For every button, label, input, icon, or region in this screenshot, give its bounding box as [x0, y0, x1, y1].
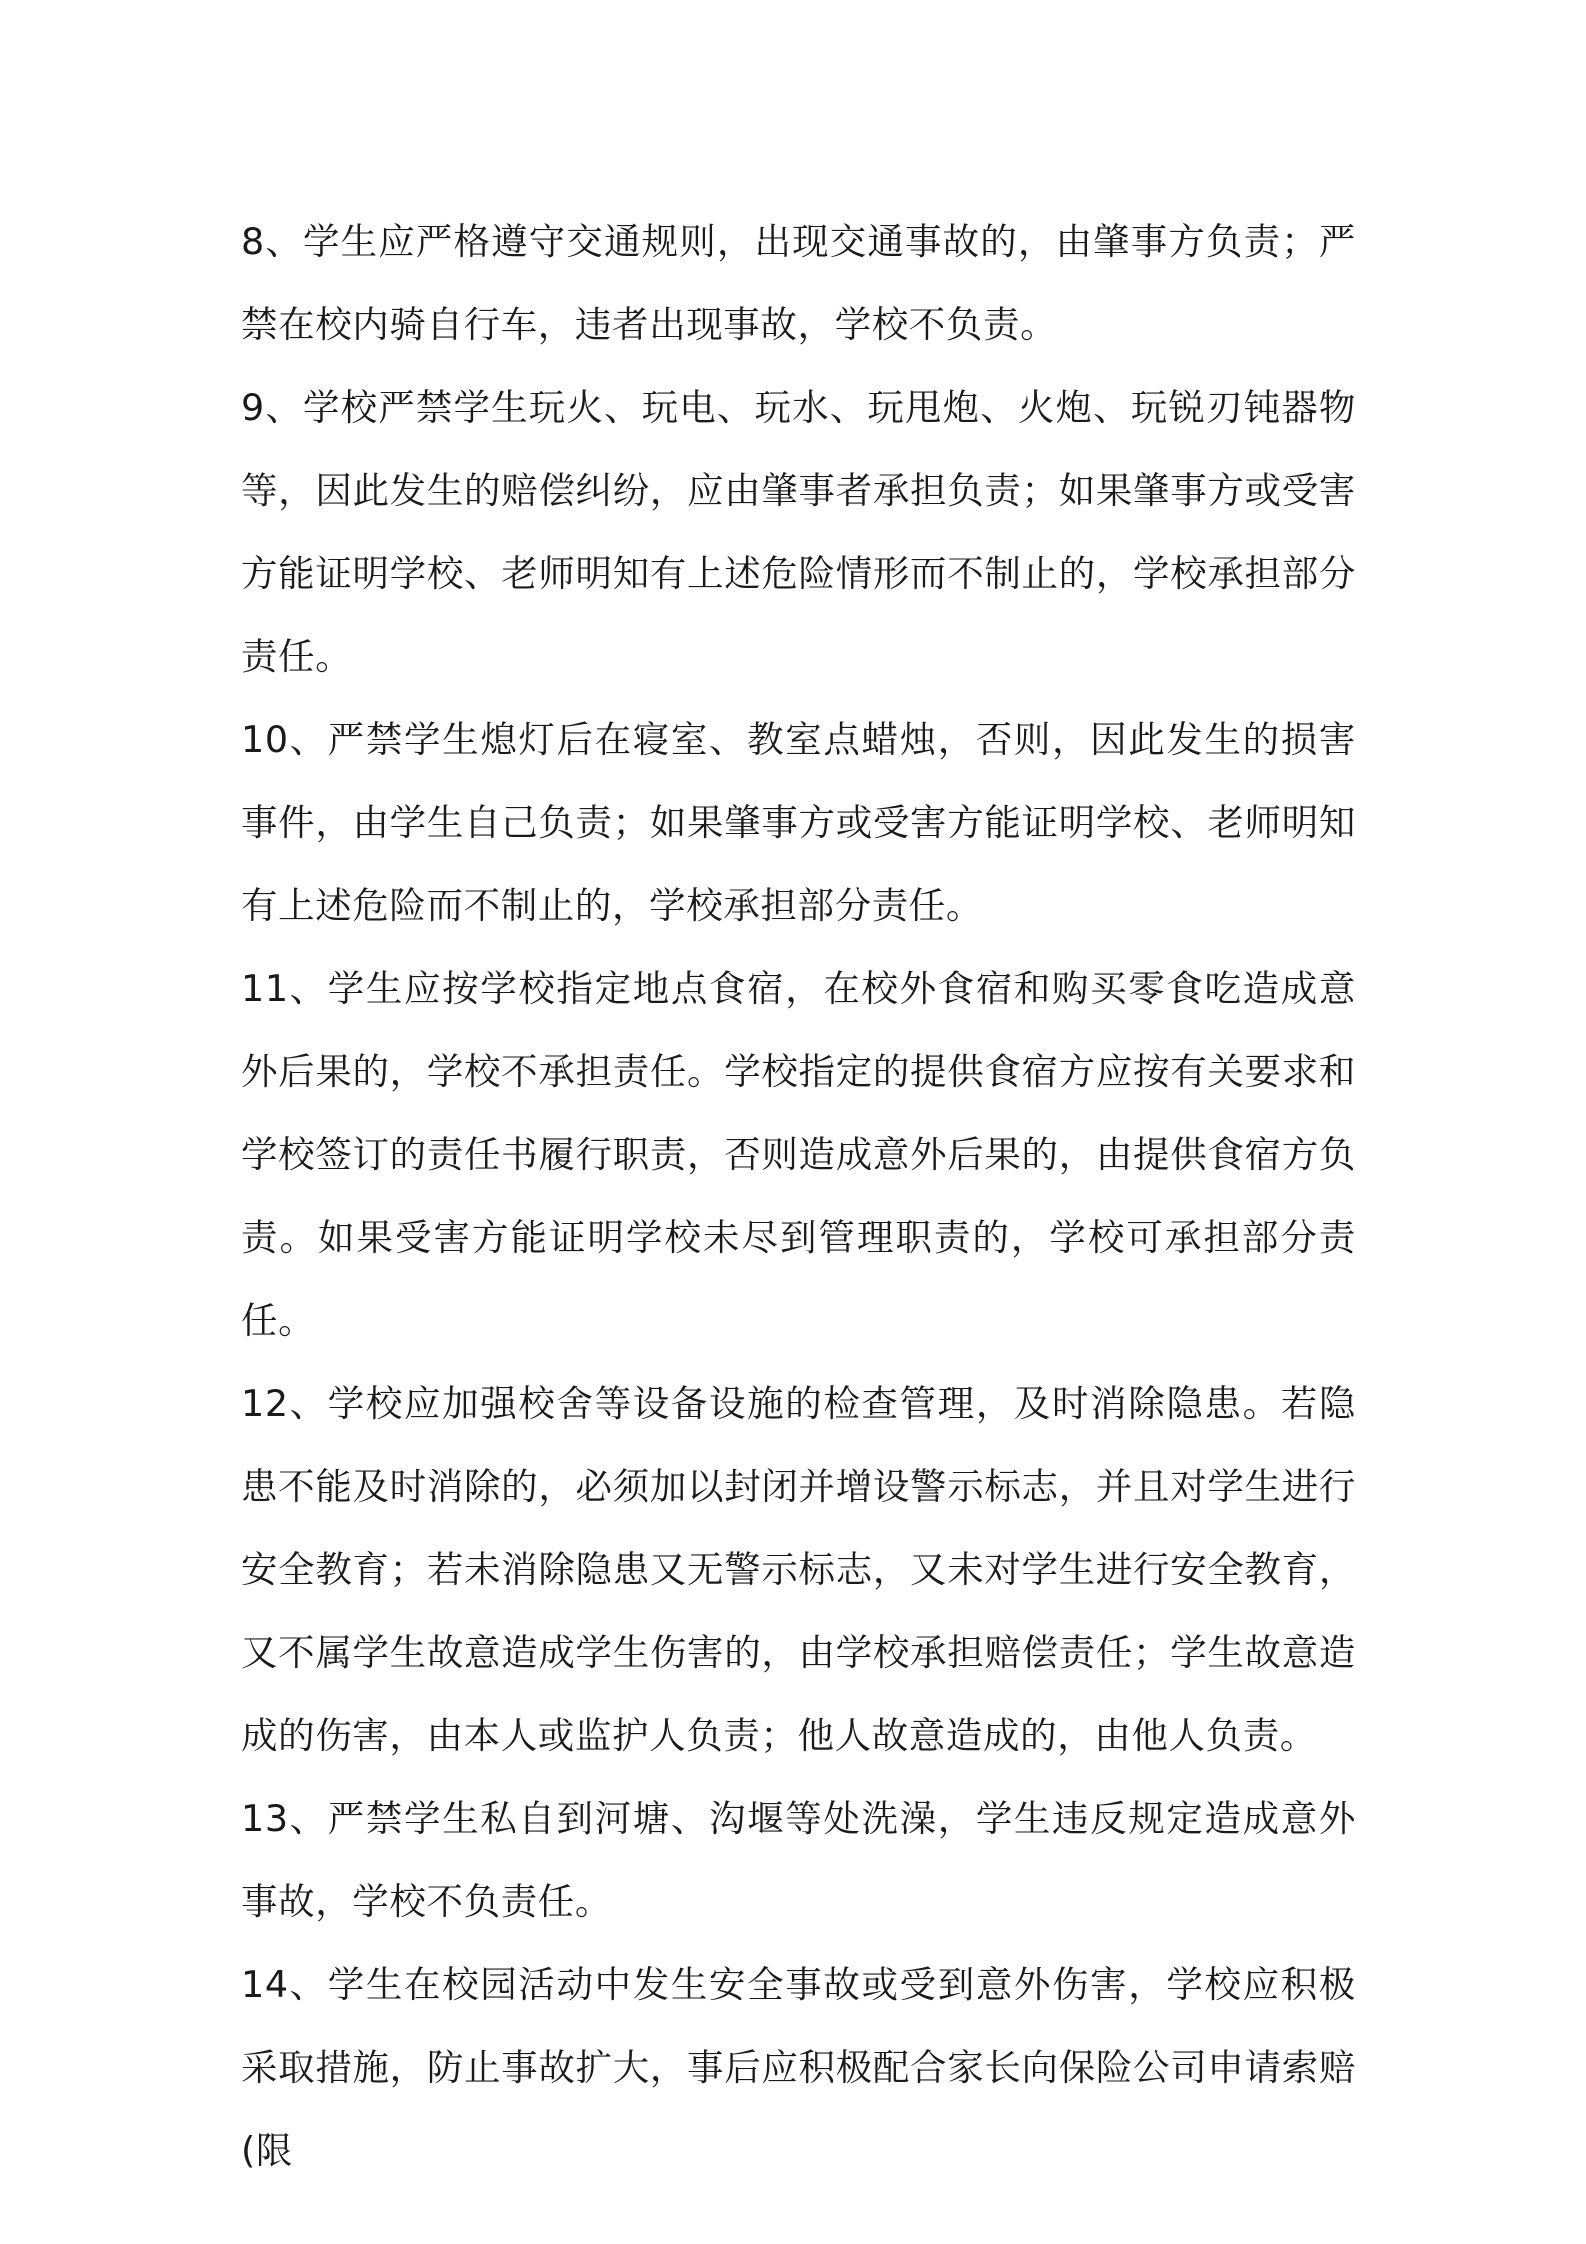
document-page: [241, 200, 1356, 2192]
clause-9: 9、学校严禁学生玩火、玩电、玩水、玩甩炮、火炮、玩锐刃钝器物等，因此发生的赔偿纠纷，应由肇事者承担负责；如果肇事方或受害方能证明学校、老师明知有上述危险情形而不制止的，学校承担部分责任。: [241, 386, 1356, 678]
clause-13: 13、严禁学生私自到河塘、沟堰等处洗澡，学生违反规定造成意外事故，学校不负责任。: [241, 1797, 1356, 1923]
clause-12: 12、学校应加强校舍等设备设施的检查管理，及时消除隐患。若隐患不能及时消除的，必须加以封闭并增设警示标志，并且对学生进行安全教育；若未消除隐患又无警示标志，又未对学生进行安全教育，又不属学生故意造成学生伤害的，由学校承担赔偿责任；学生故意造成的伤害，由本人或监护人负责；他人故意造成的，由他人负责。: [241, 1382, 1356, 1757]
clause-14: 14、学生在校园活动中发生安全事故或受到意外伤害，学校应积极采取措施，防止事故扩大，事后应积极配合家长向保险公司申请索赔(限: [241, 1963, 1356, 2172]
clause-8: 8、学生应严格遵守交通规则，出现交通事故的，由肇事方负责；严禁在校内骑自行车，违者出现事故，学校不负责。: [241, 220, 1356, 346]
clause-11: 11、学生应按学校指定地点食宿，在校外食宿和购买零食吃造成意外后果的，学校不承担责任。学校指定的提供食宿方应按有关要求和学校签订的责任书履行职责，否则造成意外后果的，由提供食宿方负责。如果受害方能证明学校未尽到管理职责的，学校可承担部分责任。: [241, 967, 1356, 1342]
clause-10: 10、严禁学生熄灯后在寝室、教室点蜡烛，否则，因此发生的损害事件，由学生自己负责；如果肇事方或受害方能证明学校、老师明知有上述危险而不制止的，学校承担部分责任。: [241, 718, 1356, 927]
